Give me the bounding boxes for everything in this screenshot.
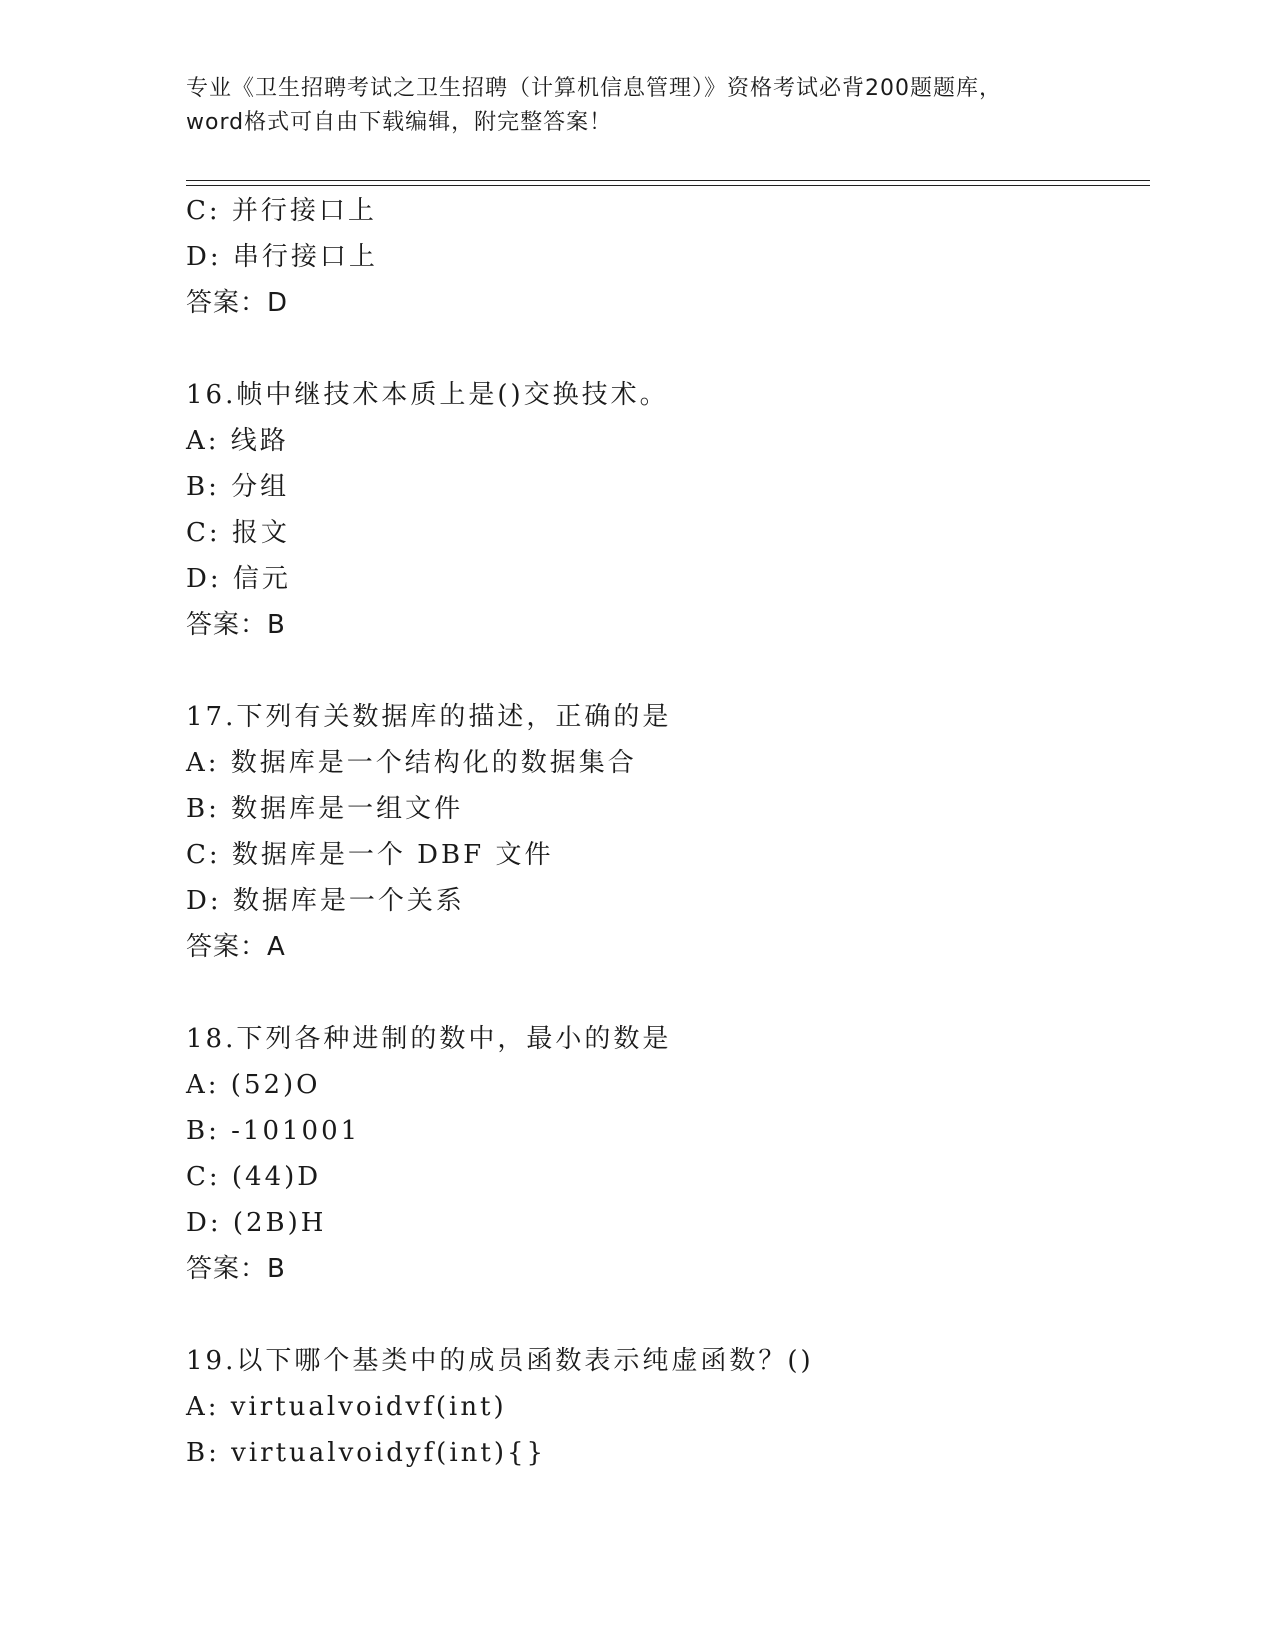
- spacer: [186, 1292, 1146, 1338]
- header-divider-top: [186, 180, 1150, 181]
- question-block: [186, 1016, 1146, 1292]
- answer-line: 答案：A: [186, 932, 286, 962]
- header-line-1: 专业《卫生招聘考试之卫生招聘（计算机信息管理）》资格考试必背200题题库，: [186, 76, 1002, 101]
- question-block: [186, 1338, 1146, 1476]
- option-d: D: (2B)H: [186, 1208, 327, 1238]
- answer-line: 答案：D: [186, 288, 289, 318]
- question-block: [186, 372, 1146, 648]
- header-line-2: word格式可自由下载编辑，附完整答案！: [186, 110, 613, 135]
- header-divider-bottom: [186, 185, 1150, 186]
- answer-line: 答案：B: [186, 1254, 286, 1284]
- option-a: A: 线路: [186, 426, 289, 456]
- spacer: [186, 326, 1146, 372]
- option-c: C: 报文: [186, 518, 290, 548]
- question-block: [186, 188, 1146, 326]
- spacer: [186, 970, 1146, 1016]
- spacer: [186, 648, 1146, 694]
- answer-line: 答案：B: [186, 610, 286, 640]
- option-a: A: 数据库是一个结构化的数据集合: [186, 748, 637, 778]
- document-header: [186, 72, 1086, 140]
- option-d: D: 数据库是一个关系: [186, 886, 465, 916]
- question-stem: 18.下列各种进制的数中，最小的数是: [186, 1024, 672, 1054]
- option-c: C: 并行接口上: [186, 196, 377, 226]
- option-a: A: (52)O: [186, 1070, 321, 1100]
- option-b: B: 数据库是一组文件: [186, 794, 464, 824]
- question-block: [186, 694, 1146, 970]
- question-stem: 16.帧中继技术本质上是()交换技术。: [186, 380, 669, 410]
- option-d: D: 串行接口上: [186, 242, 378, 272]
- option-b: B: 分组: [186, 472, 290, 502]
- option-c: C: (44)D: [186, 1162, 322, 1192]
- option-a: A: virtualvoidvf(int): [186, 1392, 507, 1422]
- option-c: C: 数据库是一个 DBF 文件: [186, 840, 554, 870]
- option-b: B: virtualvoidyf(int){}: [186, 1438, 547, 1468]
- question-stem: 19.以下哪个基类中的成员函数表示纯虚函数？(): [186, 1346, 814, 1376]
- question-stem: 17.下列有关数据库的描述，正确的是: [186, 702, 672, 732]
- option-b: B: -101001: [186, 1116, 361, 1146]
- question-list: [186, 188, 1146, 1476]
- option-d: D: 信元: [186, 564, 291, 594]
